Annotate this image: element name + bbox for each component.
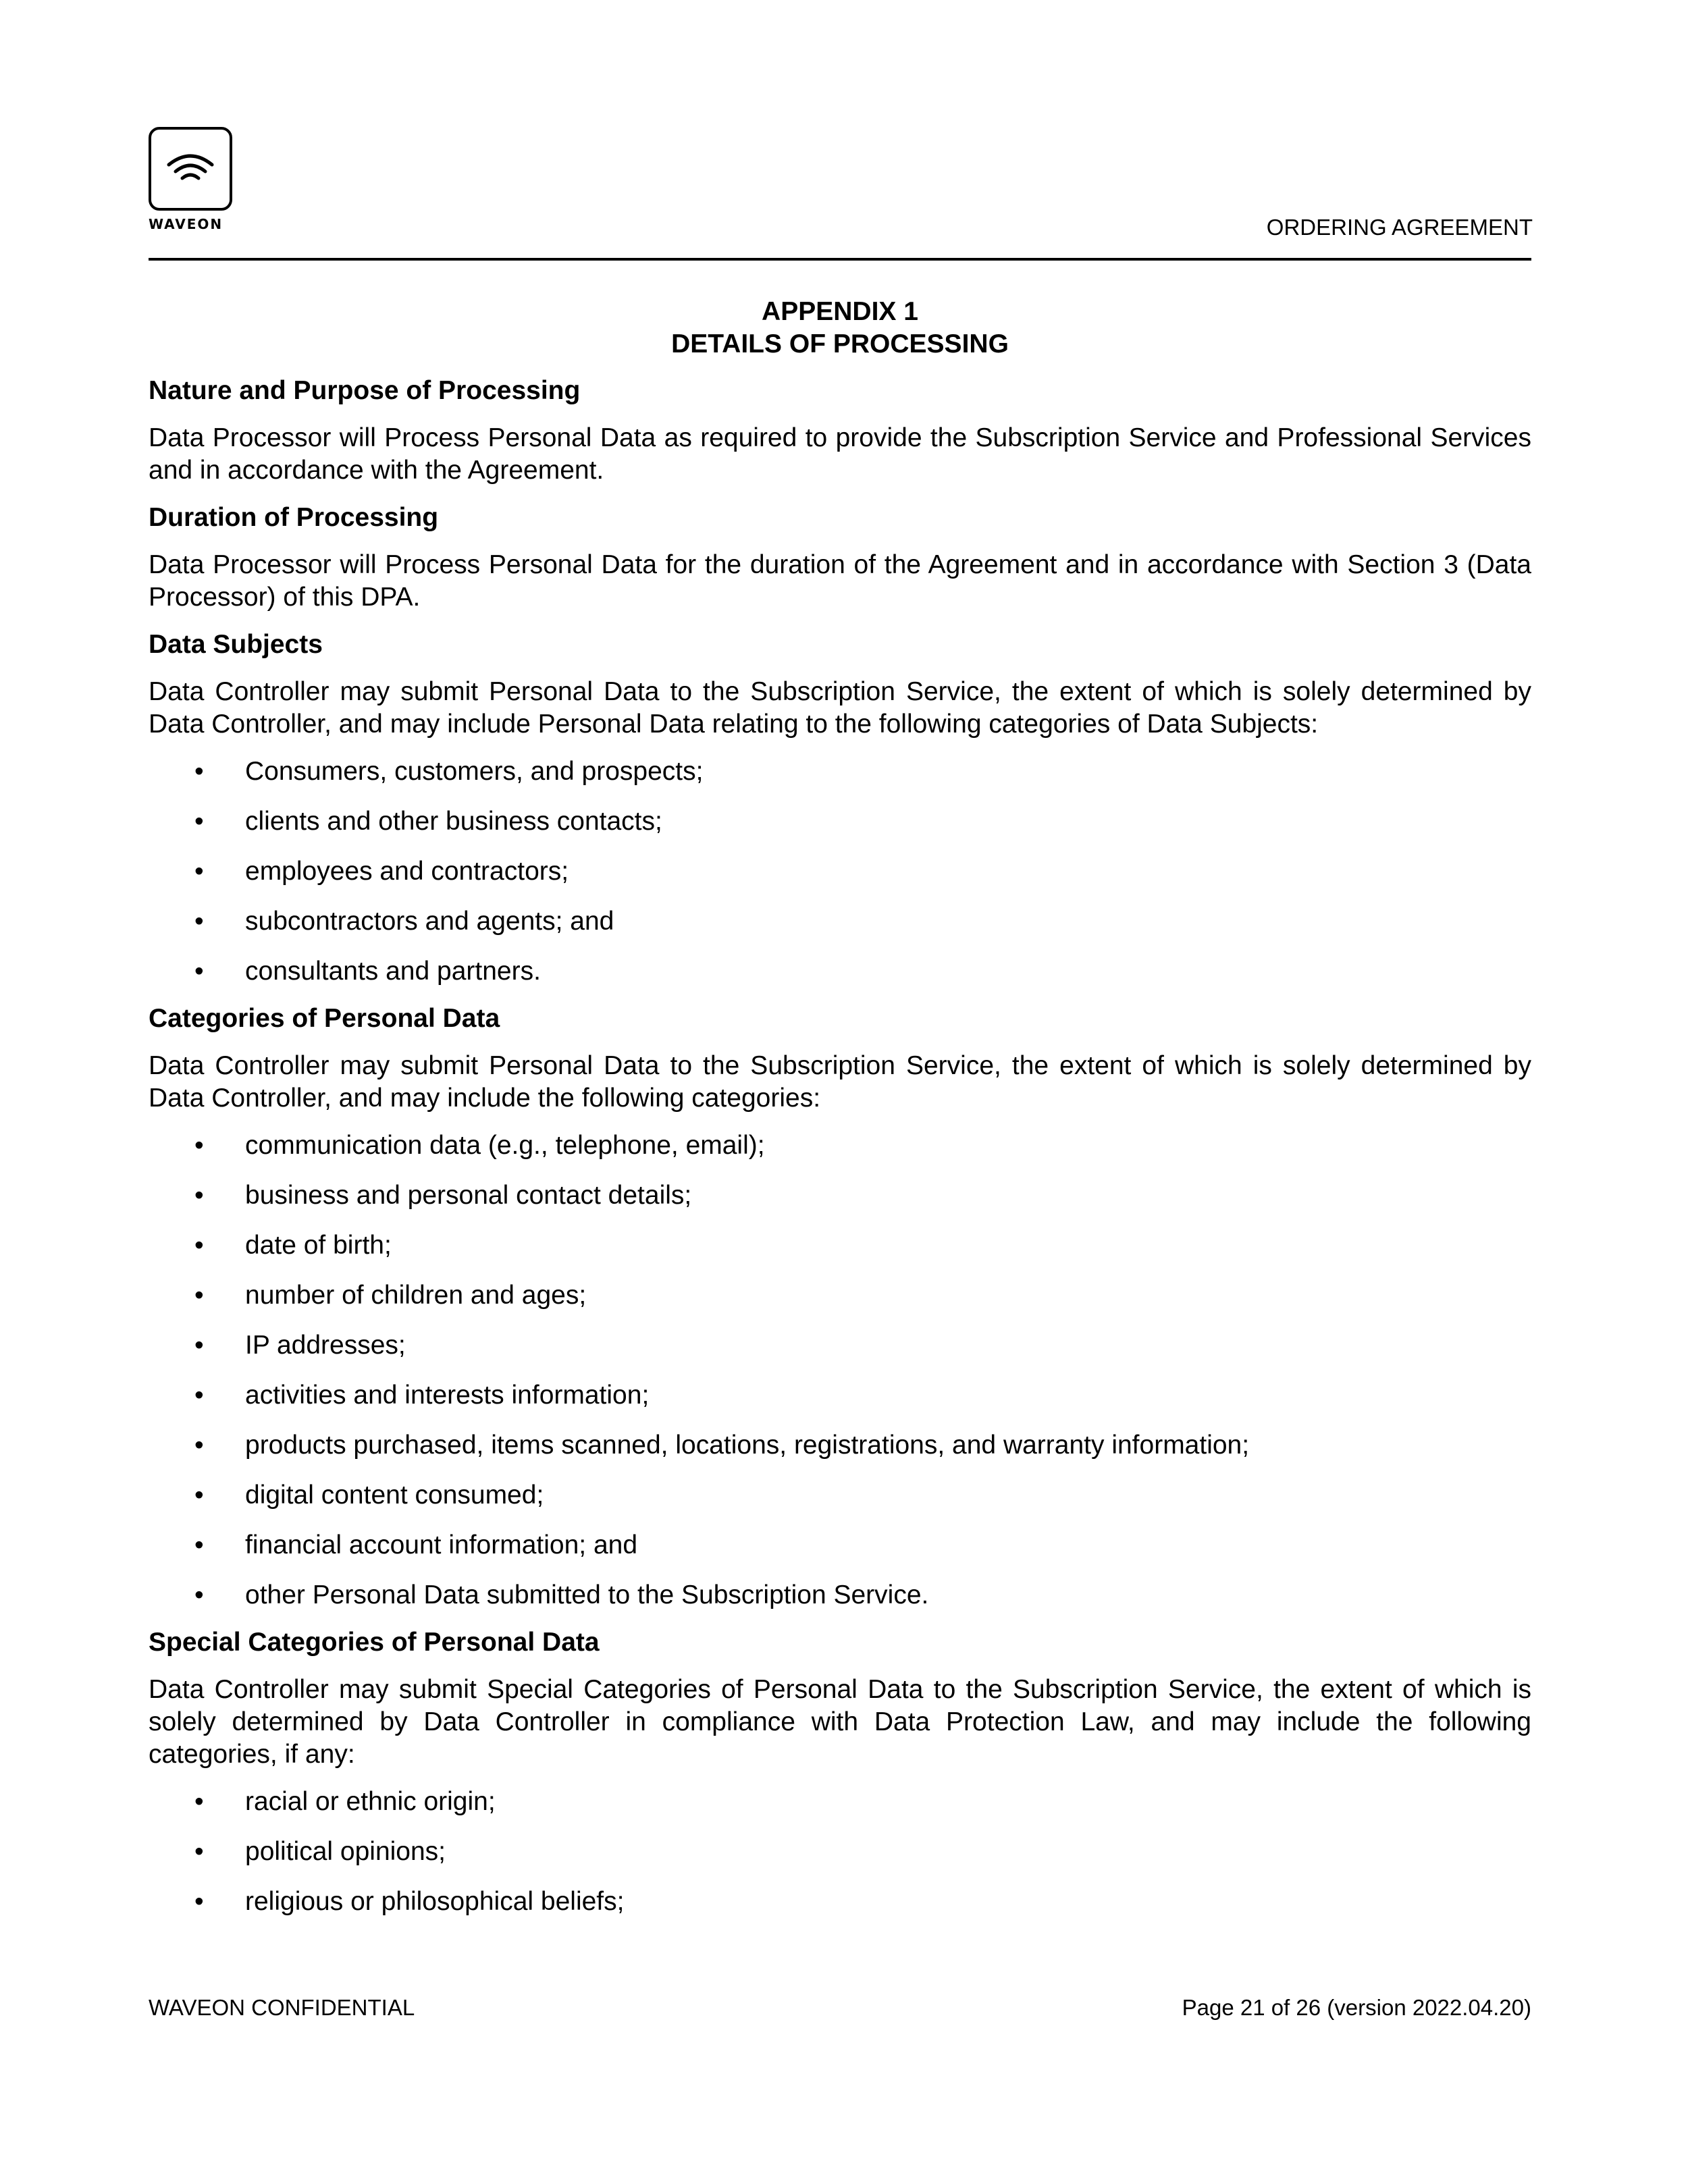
document-body (149, 375, 1531, 1936)
list-item: • date of birth; (149, 1229, 1531, 1262)
bullet-icon: • (194, 857, 204, 886)
bullet-icon: • (194, 1281, 204, 1310)
bullet-icon: • (194, 1231, 204, 1260)
footer-page-number: Page 21 of 26 (version 2022.04.20) (1182, 1995, 1531, 2020)
bullet-icon: • (194, 1181, 204, 1210)
list-item: • communication data (e.g., telephone, email); (149, 1129, 1531, 1162)
section-heading: Nature and Purpose of Processing (149, 376, 581, 405)
section-paragraph: Data Controller may submit Special Categories of Personal Data to the Subscription Service, the extent of which is solely determined by Data Controller in compliance with Data Protection Law, and may include the following categories, if any: (149, 1675, 1531, 1769)
bullet-icon: • (194, 1787, 204, 1816)
section-heading: Categories of Personal Data (149, 1004, 500, 1033)
bullet-icon: • (194, 1580, 204, 1609)
list-item: • number of children and ages; (149, 1279, 1531, 1312)
data-subjects-list (149, 755, 1531, 988)
section-heading: Data Subjects (149, 630, 323, 659)
list-item: • activities and interests information; (149, 1379, 1531, 1412)
list-item: • subcontractors and agents; and (149, 905, 1531, 938)
list-item: • digital content consumed; (149, 1479, 1531, 1512)
section-heading: Special Categories of Personal Data (149, 1628, 600, 1657)
list-item: • political opinions; (149, 1836, 1531, 1868)
wifi-icon (149, 127, 232, 211)
bullet-icon: • (194, 1887, 204, 1916)
list-item: • financial account information; and (149, 1529, 1531, 1562)
header-title: ORDERING AGREEMENT (1266, 215, 1533, 240)
bullet-icon: • (194, 1381, 204, 1410)
list-item: • products purchased, items scanned, locations, registrations, and warranty information; (149, 1429, 1531, 1462)
personal-data-categories-list (149, 1129, 1531, 1612)
footer-confidential: WAVEON CONFIDENTIAL (149, 1995, 415, 2020)
list-item: • other Personal Data submitted to the Subscription Service. (149, 1579, 1531, 1612)
waveon-logo (149, 127, 238, 232)
logo-text: WAVEON (149, 216, 223, 232)
bullet-icon: • (194, 907, 204, 936)
bullet-icon: • (194, 1131, 204, 1160)
list-item: • IP addresses; (149, 1329, 1531, 1362)
bullet-icon: • (194, 1530, 204, 1560)
header-divider (149, 258, 1531, 261)
section-paragraph: Data Processor will Process Personal Data as required to provide the Subscription Service and Professional Services and in accordance with the Agreement. (149, 423, 1531, 485)
bullet-icon: • (194, 807, 204, 836)
list-item: • religious or philosophical beliefs; (149, 1886, 1531, 1918)
list-item: • business and personal contact details; (149, 1179, 1531, 1212)
section-paragraph: Data Processor will Process Personal Data for the duration of the Agreement and in accordance with Section 3 (Data Processor) of this DPA. (149, 550, 1531, 612)
bullet-icon: • (194, 1837, 204, 1866)
bullet-icon: • (194, 1331, 204, 1360)
appendix-title (149, 296, 1531, 361)
bullet-icon: • (194, 1481, 204, 1510)
section-paragraph: Data Controller may submit Personal Data to the Subscription Service, the extent of which is solely determined by Data Controller, and may include the following categories: (149, 1051, 1531, 1113)
appendix-subtitle: DETAILS OF PROCESSING (671, 329, 1009, 358)
section-paragraph: Data Controller may submit Personal Data to the Subscription Service, the extent of which is solely determined by Data Controller, and may include Personal Data relating to the following categories of Data Subjects: (149, 677, 1531, 739)
special-categories-list (149, 1786, 1531, 1918)
list-item: • Consumers, customers, and prospects; (149, 755, 1531, 788)
list-item: • racial or ethnic origin; (149, 1786, 1531, 1818)
section-heading: Duration of Processing (149, 503, 439, 532)
list-item: • clients and other business contacts; (149, 805, 1531, 838)
bullet-icon: • (194, 1431, 204, 1460)
bullet-icon: • (194, 957, 204, 986)
list-item: • employees and contractors; (149, 855, 1531, 888)
appendix-number: APPENDIX 1 (762, 297, 918, 326)
list-item: • consultants and partners. (149, 955, 1531, 988)
bullet-icon: • (194, 757, 204, 786)
